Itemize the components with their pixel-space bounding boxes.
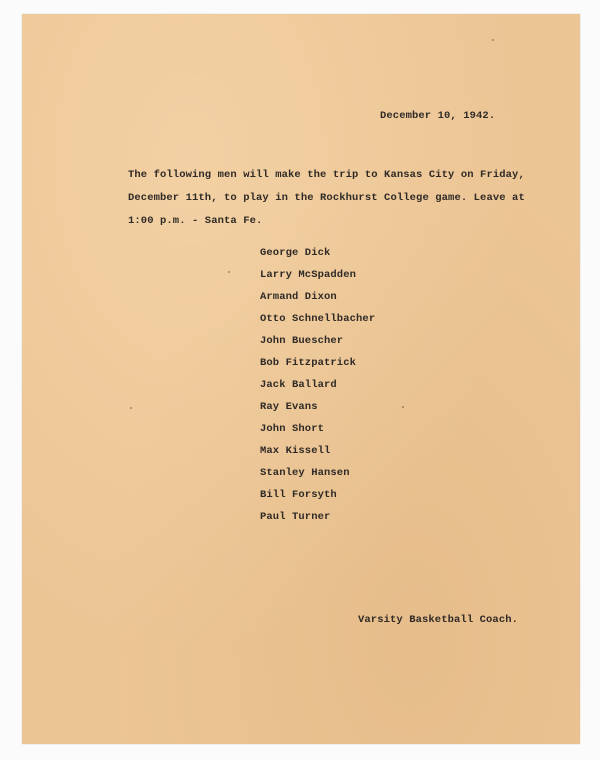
letter-date: December 10, 1942. xyxy=(380,110,496,122)
roster-item: Bill Forsyth xyxy=(260,489,337,501)
letter-page xyxy=(22,14,580,744)
roster-item: George Dick xyxy=(260,247,331,259)
roster-item: Larry McSpadden xyxy=(260,269,357,281)
roster-item: Jack Ballard xyxy=(260,379,337,391)
paper-speck xyxy=(402,406,404,408)
paper-speck xyxy=(228,271,230,273)
paper-speck xyxy=(130,407,132,409)
roster-item: Bob Fitzpatrick xyxy=(260,357,357,369)
roster-item: Otto Schnellbacher xyxy=(260,313,376,325)
roster-item: John Short xyxy=(260,423,325,435)
paper-speck xyxy=(492,39,494,41)
roster-item: John Buescher xyxy=(260,335,344,347)
letter-body: The following men will make the trip to Kansas City on Friday, December 11th, to play in the Rockhurst College game. Leave at 1:00 p.m. - Santa Fe. xyxy=(128,169,525,227)
signature-line: Varsity Basketball Coach. xyxy=(358,614,519,626)
roster-item: Max Kissell xyxy=(260,445,331,457)
roster-item: Armand Dixon xyxy=(260,291,337,303)
roster-item: Paul Turner xyxy=(260,511,331,523)
roster-item: Stanley Hansen xyxy=(260,467,350,479)
player-roster xyxy=(260,242,375,528)
roster-item: Ray Evans xyxy=(260,401,318,413)
